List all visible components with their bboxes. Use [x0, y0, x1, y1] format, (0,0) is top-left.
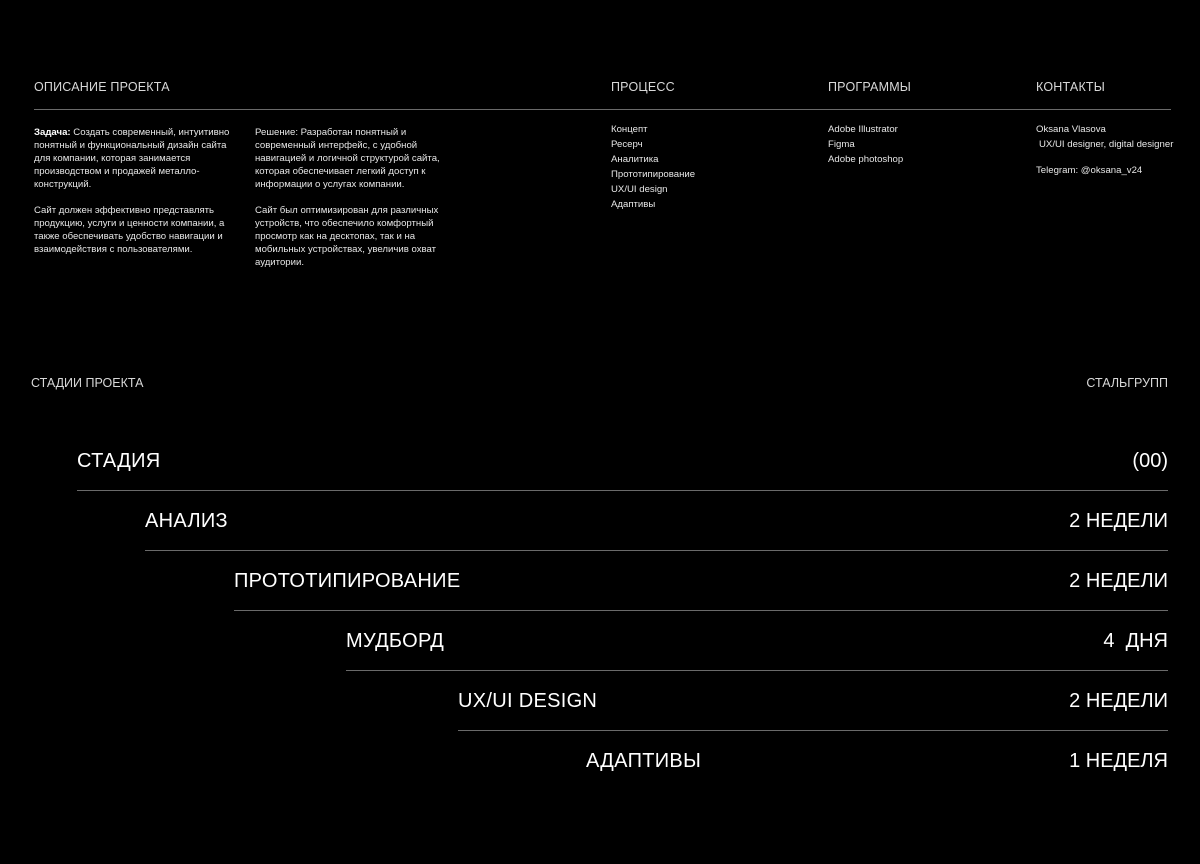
process-item: Ресерч — [611, 139, 643, 150]
task-text-2: Сайт должен эффективно представлять продукцию, услуги и ценности компании, а также обеспечивать удобство навигации и взаимодействия с пользователями. — [34, 205, 225, 255]
stage-duration: 1 НЕДЕЛЯ — [1069, 750, 1168, 772]
header-programs: ПРОГРАММЫ — [828, 80, 912, 94]
task-text: Создать современный, интуитивно понятный и функциональный дизайн сайта для компании, которая занимается производством и продажей металло-конструкций. — [34, 127, 230, 190]
stage-divider — [458, 730, 1168, 731]
task-label: Задача: — [34, 127, 71, 138]
stage-divider — [77, 490, 1168, 491]
stage-row — [458, 751, 1168, 811]
stage-label: СТАДИЯ — [77, 450, 161, 472]
solution-text: Решение: Разработан понятный и современный интерфейс, с удобной навигацией и логичной структурой сайта, которая обеспечивает легкий доступ к информации о услугах компании. — [255, 127, 440, 190]
stage-row — [458, 691, 1168, 751]
programs-list — [828, 122, 903, 167]
solution-description — [255, 126, 455, 269]
process-list — [611, 122, 695, 212]
task-description — [34, 126, 234, 256]
process-item: Концепт — [611, 124, 648, 135]
stage-label: АДАПТИВЫ — [586, 750, 702, 772]
program-item: Figma — [828, 139, 855, 150]
stage-row — [145, 511, 1168, 571]
contact-telegram[interactable]: Telegram: @oksana_v24 — [1036, 165, 1143, 176]
header-divider — [34, 109, 1171, 110]
stage-row — [77, 451, 1168, 511]
contact-role: UX/UI designer, digital designer — [1039, 139, 1174, 150]
process-item: Аналитика — [611, 154, 659, 165]
stage-divider — [346, 670, 1168, 671]
stage-divider — [234, 610, 1168, 611]
stage-label: ПРОТОТИПИРОВАНИЕ — [234, 570, 461, 592]
stage-label: UX/UI DESIGN — [458, 690, 598, 712]
header-process: ПРОЦЕСС — [611, 80, 675, 94]
stage-duration: (00) — [1132, 450, 1168, 472]
process-item: Адаптивы — [611, 199, 656, 210]
stage-duration: 4 ДНЯ — [1103, 630, 1168, 652]
stage-row — [346, 631, 1168, 691]
contacts-block — [1036, 122, 1173, 178]
program-item: Adobe Illustrator — [828, 124, 898, 135]
header-contacts: КОНТАКТЫ — [1036, 80, 1106, 94]
stage-duration: 2 НЕДЕЛИ — [1069, 510, 1168, 532]
stage-label: МУДБОРД — [346, 630, 445, 652]
stage-label: АНАЛИЗ — [145, 510, 228, 532]
stage-divider — [145, 550, 1168, 551]
program-item: Adobe photoshop — [828, 154, 904, 165]
process-item: UX/UI design — [611, 184, 668, 195]
stage-duration: 2 НЕДЕЛИ — [1069, 690, 1168, 712]
process-item: Прототипирование — [611, 169, 696, 180]
contact-name: Oksana Vlasova — [1036, 124, 1106, 135]
header-description: ОПИСАНИЕ ПРОЕКТА — [34, 80, 170, 94]
brand-name: СТАЛЬГРУПП — [1086, 376, 1168, 390]
stages-section-title: СТАДИИ ПРОЕКТА — [31, 376, 144, 390]
solution-text-2: Сайт был оптимизирован для различных устройств, что обеспечило комфортный просмотр как на десктопах, так и на мобильных устройствах, увеличив охват аудитории. — [255, 205, 439, 268]
stage-duration: 2 НЕДЕЛИ — [1069, 570, 1168, 592]
stage-row — [234, 571, 1168, 631]
